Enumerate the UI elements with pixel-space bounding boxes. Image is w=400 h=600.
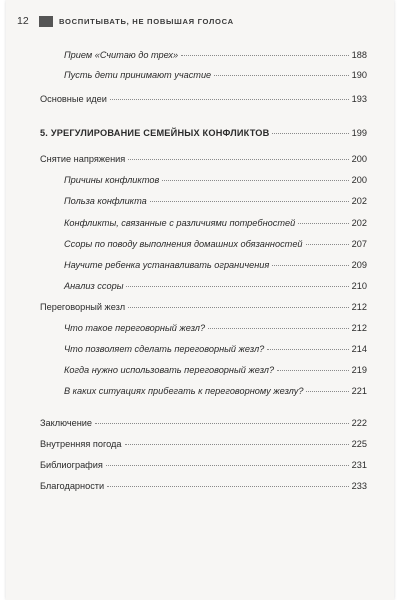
dot-leader [267,349,348,350]
toc-entry [6,260,394,274]
toc-entry [6,281,394,295]
toc-entry-title: В каких ситуациях прибегать к переговорному жезлу? [64,386,304,396]
dot-leader [214,75,348,76]
toc-entry-title: Конфликты, связанные с различиями потребностей [64,218,296,228]
toc-entry-page: 202 [351,196,367,206]
toc-entry-page: 221 [351,386,367,396]
toc-entry-page: 212 [351,302,367,312]
dot-leader [208,328,349,329]
toc-entry-page: 233 [351,481,367,491]
toc-entry-title: Снятие напряжения [40,154,126,164]
toc-entry [6,344,394,358]
dot-leader [277,370,349,371]
toc-entry [6,323,394,337]
dot-leader [95,423,349,424]
toc-entry [6,460,394,474]
toc-entry-title: Причины конфликтов [64,175,160,185]
toc-entry-title: Пусть дети принимают участие [64,70,212,80]
toc-entry-title: Что такое переговорный жезл? [64,323,206,333]
toc-entry-title: Переговорный жезл [40,302,126,312]
toc-entry-page: 222 [351,418,367,428]
dot-leader [110,99,349,100]
dot-leader [125,444,349,445]
dot-leader [162,180,348,181]
dot-leader [126,286,348,287]
toc-entry-title: Основные идеи [40,94,107,104]
dot-leader [106,465,349,466]
toc-entry [6,218,394,232]
dot-leader [272,133,348,134]
toc-entry-page: 188 [351,50,367,60]
toc-entry-title: Библиография [40,460,103,470]
toc-entry [6,365,394,379]
toc-entry [6,386,394,400]
page-number: 12 [17,15,29,27]
toc-entry-title: Анализ ссоры [64,281,124,291]
toc-entry-page: 219 [351,365,367,375]
toc-entry-title: Когда нужно использовать переговорный жезл? [64,365,275,375]
toc-entry-page: 199 [351,128,367,138]
toc-entry [6,481,394,495]
toc-entry-page: 210 [351,281,367,291]
toc-entry-title: Ссоры по поводу выполнения домашних обязанностей [64,239,303,249]
toc-entry [6,128,394,142]
toc-entry-page: 200 [351,175,367,185]
toc-entry-page: 225 [351,439,367,449]
toc-entry [6,239,394,253]
toc-entry-page: 190 [351,70,367,80]
toc-entry-title: 5. УРЕГУЛИРОВАНИЕ СЕМЕЙНЫХ КОНФЛИКТОВ [40,128,270,138]
toc-entry [6,50,394,64]
toc-entry-title: Научите ребенка устанавливать ограничения [64,260,270,270]
toc-entry-title: Что позволяет сделать переговорный жезл? [64,344,265,354]
toc-entry [6,418,394,432]
table-of-contents [6,0,394,600]
toc-entry [6,302,394,316]
toc-entry-page: 193 [351,94,367,104]
dot-leader [298,223,348,224]
toc-entry-title: Внутренняя погода [40,439,122,449]
dot-leader [150,201,349,202]
toc-entry [6,175,394,189]
toc-entry [6,439,394,453]
dot-leader [128,307,349,308]
toc-entry-title: Прием «Считаю до трех» [64,50,179,60]
toc-entry-title: Польза конфликта [64,196,147,206]
toc-entry-page: 207 [351,239,367,249]
toc-entry [6,154,394,168]
toc-entry-title: Заключение [40,418,93,428]
toc-entry-page: 231 [351,460,367,470]
dot-leader [272,265,348,266]
toc-entry [6,196,394,210]
toc-entry [6,94,394,108]
dot-leader [107,486,349,487]
dot-leader [306,391,348,392]
running-title: ВОСПИТЫВАТЬ, НЕ ПОВЫШАЯ ГОЛОСА [59,16,234,26]
toc-entry-page: 212 [351,323,367,333]
toc-entry-page: 209 [351,260,367,270]
dot-leader [181,55,349,56]
toc-entry-page: 202 [351,218,367,228]
dot-leader [306,244,349,245]
dot-leader [128,159,348,160]
toc-entry-page: 200 [351,154,367,164]
book-page [6,0,394,600]
toc-entry [6,70,394,84]
toc-entry-page: 214 [351,344,367,354]
toc-entry-title: Благодарности [40,481,105,491]
